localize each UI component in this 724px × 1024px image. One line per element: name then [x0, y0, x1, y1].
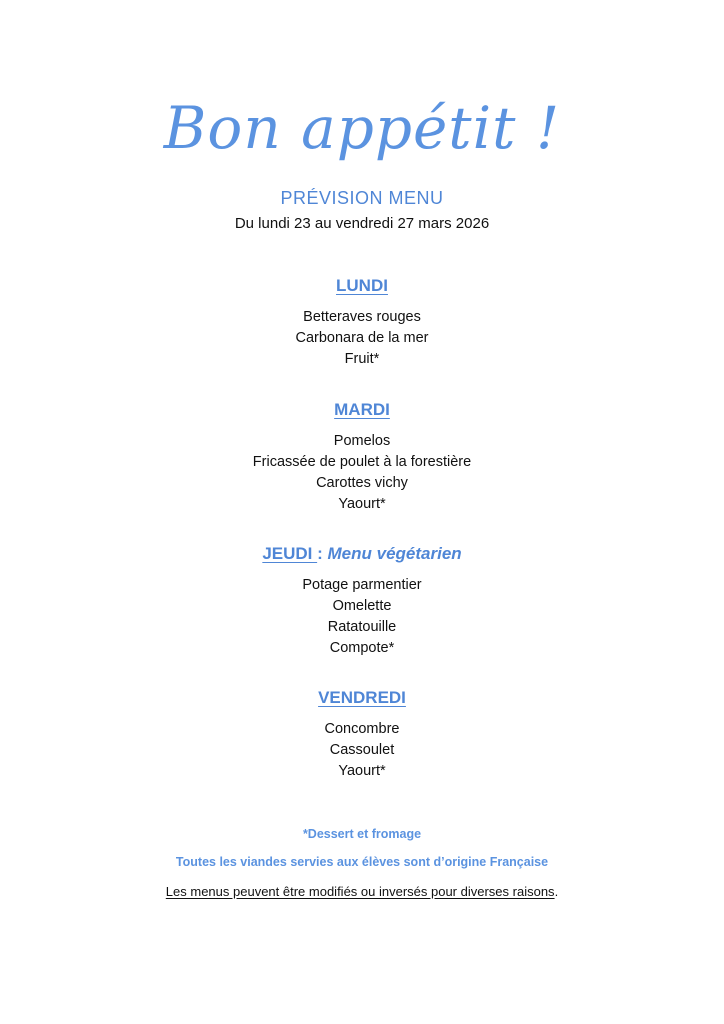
meat-origin-note: Toutes les viandes servies aux élèves sont d’origine Française — [175, 855, 549, 869]
dish-item: Cassoulet — [329, 742, 395, 758]
day-name: JEUDI — [262, 544, 318, 563]
dessert-footnote: *Dessert et fromage — [302, 827, 422, 841]
page-title: Bon appétit ! — [163, 94, 561, 162]
disclaimer-period: . — [554, 884, 559, 899]
dish-item: Yaourt* — [338, 496, 386, 512]
dish-item: Carbonara de la mer — [295, 330, 429, 346]
vegetarian-menu-note: Menu végétarien — [327, 544, 462, 563]
day-separator: : — [317, 544, 328, 563]
dish-item: Concombre — [324, 721, 400, 737]
day-heading-vendredi — [0, 687, 724, 709]
day-section-vendredi — [0, 687, 724, 782]
day-section-mardi — [0, 399, 724, 515]
dish-item: Omelette — [332, 598, 392, 614]
day-section-jeudi — [0, 543, 724, 659]
dish-item: Fruit* — [344, 351, 380, 367]
dish-item: Potage parmentier — [302, 577, 422, 593]
day-heading-lundi — [0, 275, 724, 297]
menu-disclaimer — [0, 883, 724, 901]
dish-item: Ratatouille — [327, 619, 397, 635]
disclaimer-text: Les menus peuvent être modifiés ou inversés pour diverses raisons — [165, 884, 555, 899]
day-name: MARDI — [334, 400, 390, 419]
dish-item: Betteraves rouges — [303, 309, 421, 325]
dish-item: Fricassée de poulet à la forestière — [252, 454, 472, 470]
day-heading-jeudi — [0, 543, 724, 565]
dish-item: Yaourt* — [338, 763, 386, 779]
day-name: LUNDI — [336, 276, 388, 295]
menu-subtitle: PRÉVISION MENU — [280, 188, 444, 208]
day-section-lundi — [0, 275, 724, 370]
dish-item: Pomelos — [333, 433, 391, 449]
day-heading-mardi — [0, 399, 724, 421]
dish-item: Carottes vichy — [316, 475, 408, 491]
menu-date-range: Du lundi 23 au vendredi 27 mars 2026 — [234, 215, 490, 232]
day-name: VENDREDI — [318, 688, 406, 707]
dish-item: Compote* — [329, 640, 395, 656]
